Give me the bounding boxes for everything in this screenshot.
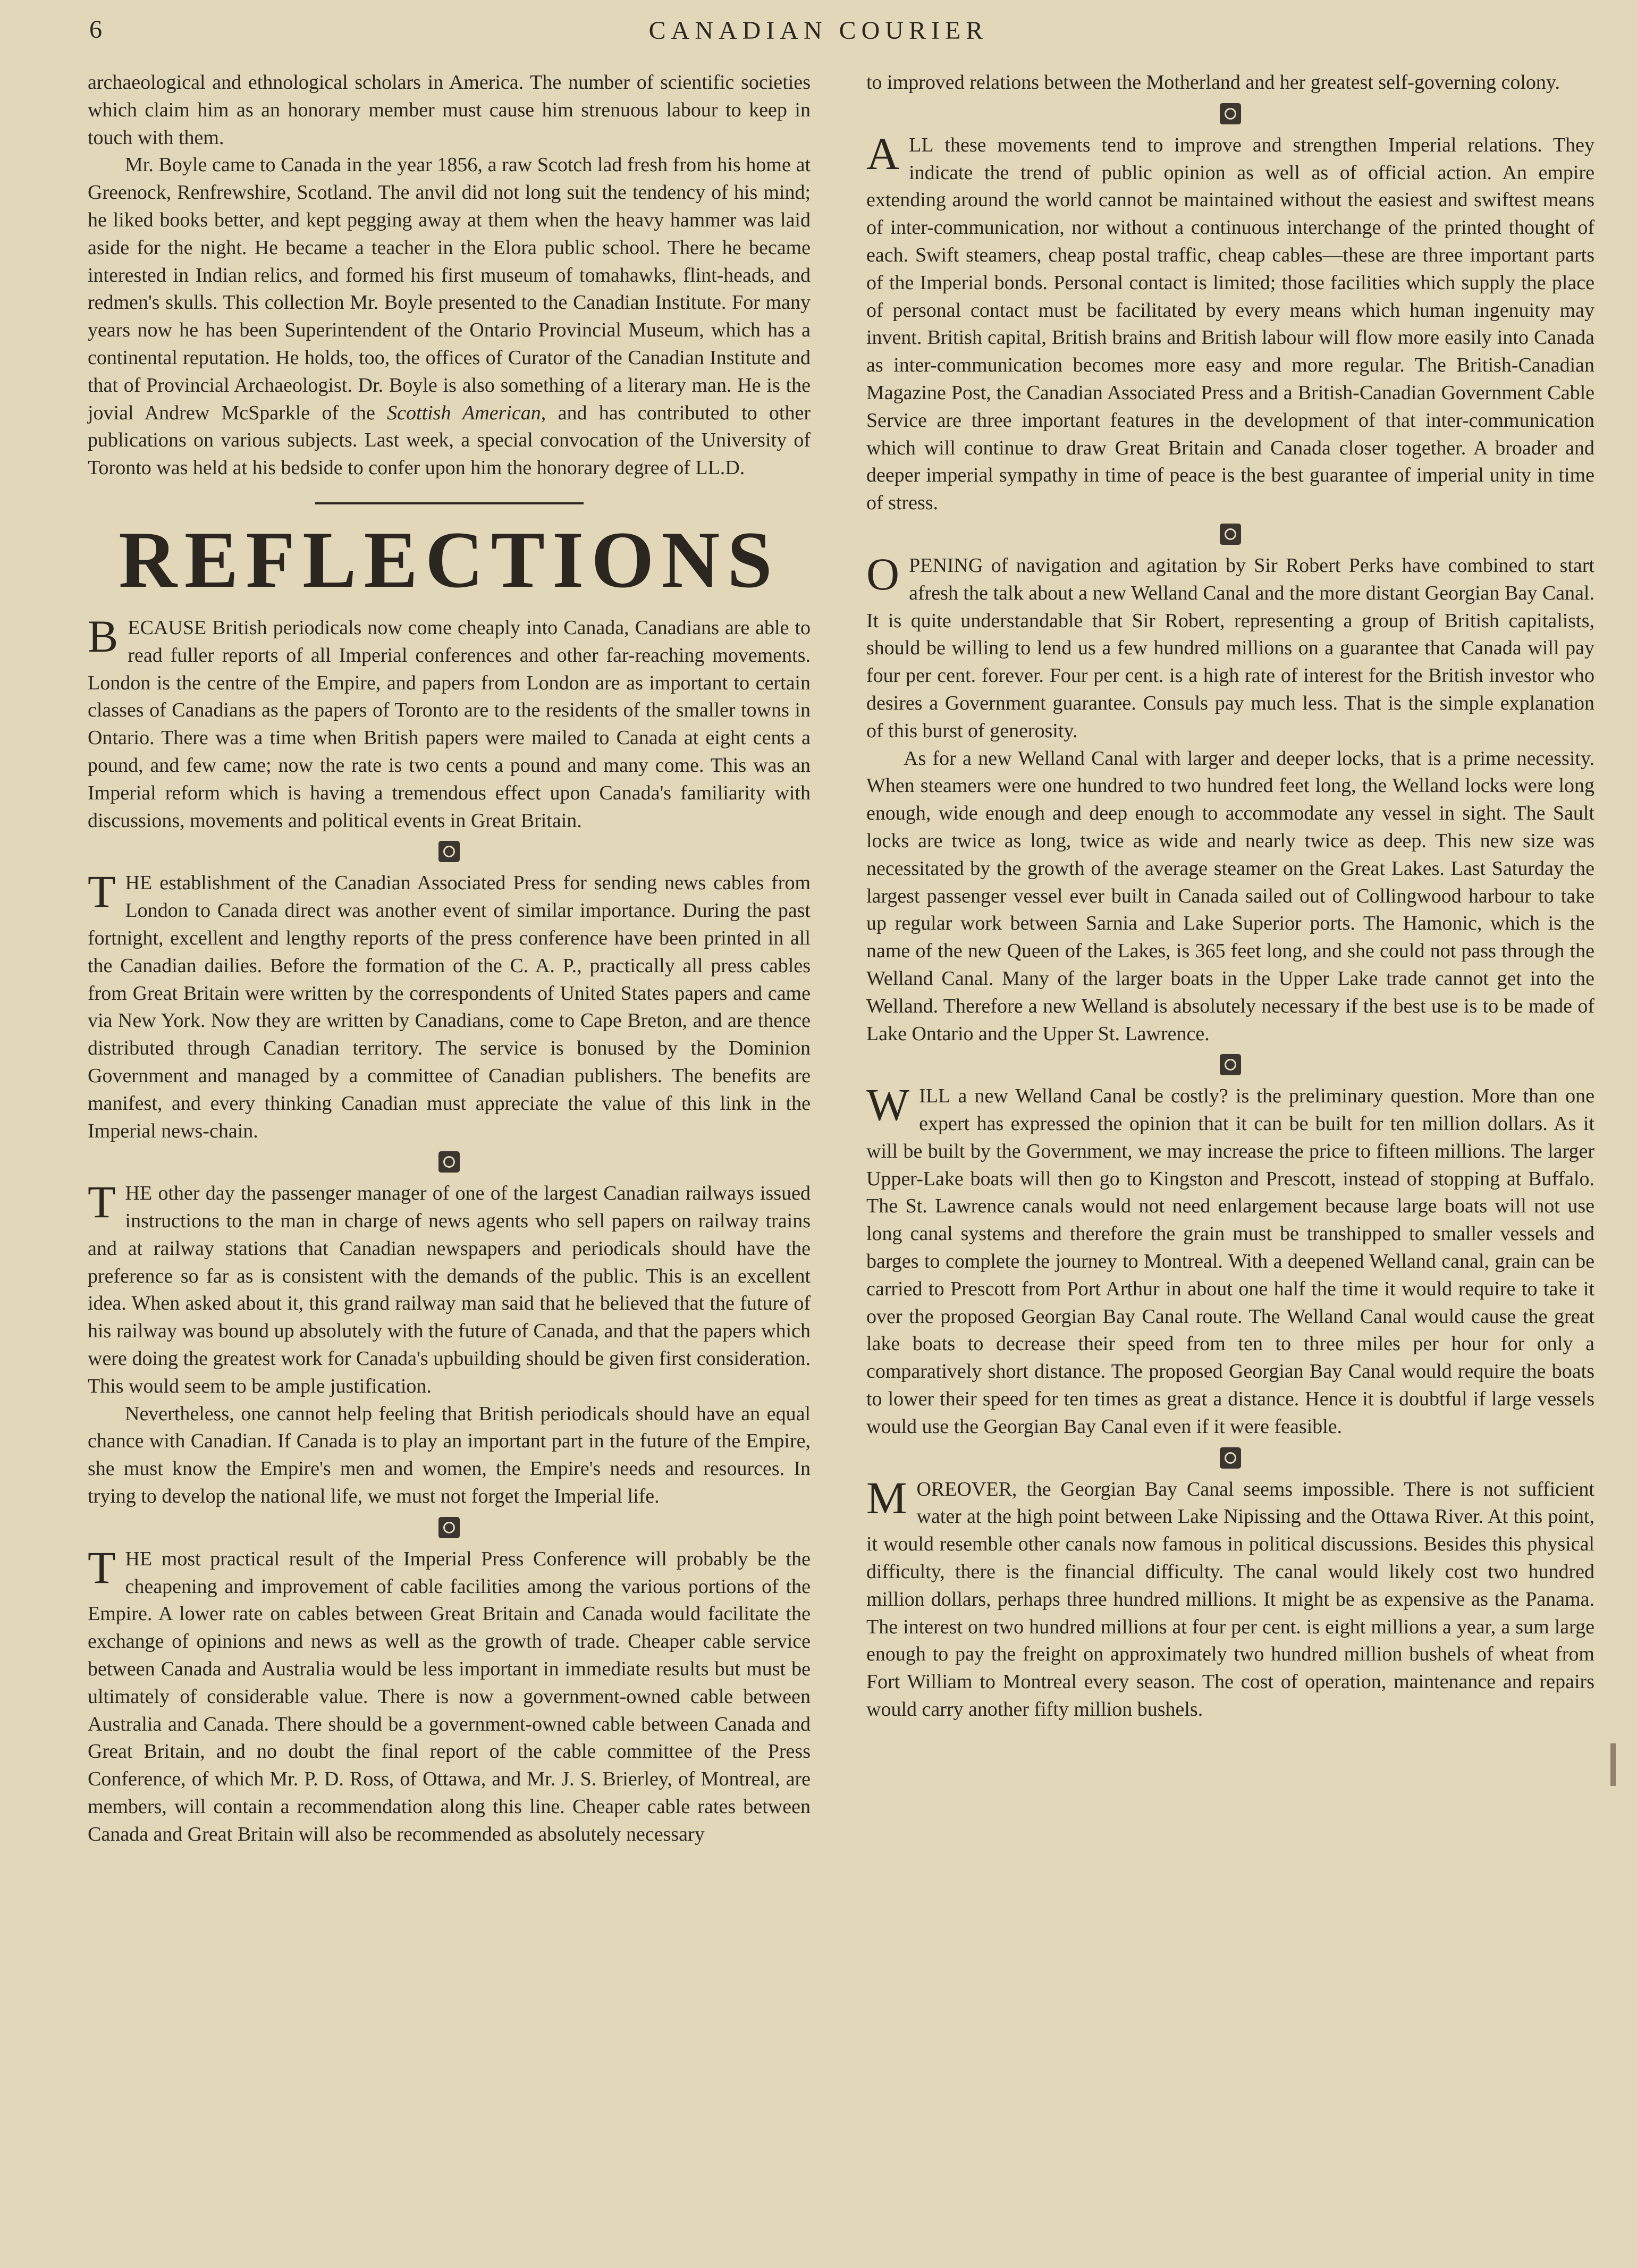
reflection-paragraph-3: THE other day the passenger manager of one of the largest Canadian railways issued instructions to the man in charge of news agents who sell papers on railway trains and at railway stations that Canadian newspapers and periodicals should have the preference so far as is consistent with the demands of the public. This is an excellent idea. When asked about it, this grand railway man said that he believed that the future of his railway was bound up absolutely with the future of Canada, and that the papers which were doing the greatest work for Canada's upbuilding should be given first consideration. This would seem to be ample justification. (88, 1176, 811, 1397)
drop-cap: A (866, 128, 900, 179)
drop-cap: W (866, 1079, 910, 1131)
drop-cap: M (866, 1472, 907, 1523)
page-edge-mark (1610, 1743, 1616, 1786)
ornament-icon (1220, 1447, 1241, 1469)
separator (88, 841, 811, 862)
drop-cap: T (88, 1176, 116, 1228)
drop-cap: B (88, 610, 119, 662)
drop-cap: T (88, 866, 116, 917)
separator (866, 1054, 1594, 1075)
separator (866, 103, 1594, 124)
separator (88, 1151, 811, 1173)
reflection-paragraph-5: ALL these movements tend to improve and strengthen Imperial relations. They indicate the trend of public opinion as well as of official action. An empire extending around the world cannot be maintained without the easiest and swiftest means of inter-communication, nor without a continuous interchange of the printed thought of each. Swift steamers, cheap postal traffic, cheap cables—these are three important parts of the Imperial bonds. Personal contact is limited; those facilities which supply the place of personal contact must be facilitated by every means which human ingenuity may invent. British capital, British brains and British labour will flow more easily into Canada as inter-communication becomes more easy and more regular. The British-Canadian Magazine Post, the Canadian Associated Press and a British-Canadian Government Cable Service are three important features in the development of that inter-communication which will continue to draw Great Britain and Canada closer together. A broader and deeper imperial sympathy in time of peace is the best guarantee of imperial unity in time of stress. (866, 128, 1595, 515)
ornament-icon (438, 1517, 460, 1538)
ornament-icon (438, 1151, 460, 1173)
right-column (866, 69, 1594, 1724)
reflection-paragraph-8: MOREOVER, the Georgian Bay Canal seems impossible. There is not sufficient water at the high point between Lake Nipissing and the Ottawa River. At this point, it would resemble other canals now famous in political discussions. Besides this physical difficulty, there is the financial difficulty. The canal would likely cost two hundred million dollars, perhaps three hundred millions. It might be as expensive as the Panama. The interest on two hundred millions at four per cent. is eight millions a year, a sum large enough to pay the freight on approximately two hundred million bushels of wheat from Fort William to Montreal every season. The cost of operation, maintenance and repairs would carry another fifty million bushels. (866, 1472, 1594, 1721)
ornament-icon (1220, 524, 1241, 545)
intro-paragraph-2: Mr. Boyle came to Canada in the year 1856, a raw Scotch lad fresh from his home at Greenock, Renfrewshire, Scotland. The anvil did not long suit the tendency of his mind; he liked books better, and kept pegging away at them when the heavy hammer was laid aside for the night. He became a teacher in the Elora public school. There he became interested in Indian relics, and formed his first museum of tomahawks, flint-heads, and redmen's skulls. This collection Mr. Boyle presented to the Canadian Institute. For many years now he has been Superintendent of the Ontario Provincial Museum, which has a continental reputation. He holds, too, the offices of Curator of the Canadian Institute and that of Provincial Archaeologist. Dr. Boyle is also something of a literary man. He is the jovial Andrew McSparkle of the Scottish American, and has contributed to other publications on various subjects. Last week, a special convocation of the University of Toronto was held at his bedside to confer upon him the honorary degree of LL.D. (88, 154, 811, 479)
separator (866, 524, 1594, 545)
section-heading: REFLECTIONS (119, 515, 780, 604)
intro-paragraph-1: archaeological and ethnological scholars in America. The number of scientific societies which claim him as an honorary member must cause him strenuous labour to keep in touch with them. (88, 71, 811, 149)
separator (88, 1517, 811, 1538)
reflection-paragraph-1: BECAUSE British periodicals now come cheaply into Canada, Canadians are able to read fuller reports of all Imperial conferences and other far-reaching movements. London is the centre of the Empire, and papers from London are as important to certain classes of Canadians as the papers of Toronto are to the residents of the smaller towns in Ontario. There was a time when British papers were mailed to Canada at eight cents a pound, and few came; now the rate is two cents a pound and many come. This was an Imperial reform which is having a tremendous effect upon Canada's familiarity with discussions, movements and political events in Great Britain. (88, 610, 811, 832)
ornament-icon (1220, 103, 1241, 124)
continued-paragraph: to improved relations between the Motherland and her greatest self-governing colony. (866, 71, 1560, 94)
ornament-icon (1220, 1054, 1241, 1075)
reflection-paragraph-6b: As for a new Welland Canal with larger and deeper locks, that is a prime necessity. When steamers were one hundred to two hundred feet long, the Welland locks were long enough, wide enough and deep enough to accommodate any vessel in sight. The Sault locks are twice as long, twice as wide and nearly twice as deep. This new size was necessitated by the growth of the average steamer on the Great Lakes. Last Saturday the largest passenger vessel ever built in Canada sailed out of Collingwood harbour to take up regular work between Sarnia and Lake Superior ports. The Hamonic, which is the name of the new Queen of the Lakes, is 365 feet long, and she could not pass through the Welland Canal. Many of the larger boats in the Upper Lake trade cannot get into the Welland. Therefore a new Welland is absolutely necessary if the best use is to be made of Lake Ontario and the Upper St. Lawrence. (866, 747, 1594, 1045)
reflection-paragraph-2: THE establishment of the Canadian Associated Press for sending news cables from London to Canada direct was another event of similar importance. During the past fortnight, excellent and lengthy reports of the press conference have been printed in all the Canadian dailies. Before the formation of the C. A. P., practically all press cables from Great Britain were written by the correspondents of United States papers and came via New York. Now they are written by Canadians, come to Cape Breton, and are thence distributed through Canadian territory. The service is bonused by the Dominion Government and managed by a committee of Canadian publishers. The benefits are manifest, and every thinking Canadian must appreciate the value of this link in the Imperial news-chain. (88, 866, 811, 1142)
drop-cap: O (866, 548, 900, 600)
reflection-paragraph-6: OPENING of navigation and agitation by Sir Robert Perks have combined to start afresh the talk about a new Welland Canal and the more distant Georgian Bay Canal. It is quite understandable that Sir Robert, representing a group of British capitalists, should be willing to lend us a few hundred millions on a guarantee that Canada will pay four per cent. forever. Four per cent. is a high rate of interest for the British investor who desires a Government guarantee. Consuls pay much less. That is the simple explanation of this burst of generosity. (866, 548, 1594, 742)
separator (866, 1447, 1594, 1469)
ornament-icon (438, 841, 460, 862)
drop-cap: T (88, 1541, 116, 1593)
reflection-paragraph-4: THE most practical result of the Imperial Press Conference will probably be the cheapening and improvement of cable facilities among the various portions of the Empire. A lower rate on cables between Great Britain and Canada would facilitate the exchange of opinions and news as well as the growth of trade. Cheaper cable service between Canada and Australia would be less important in immediate results but must be ultimately of considerable value. There is now a government-owned cable between Australia and Canada. There should be a government-owned cable between Canada and Great Britain, and no doubt the final report of the cable committee of the Press Conference, of which Mr. P. D. Ross, of Ottawa, and Mr. J. S. Brierley, of Montreal, are members, will contain a recommendation along this line. Cheaper cable rates between Canada and Great Britain will also be recommended as absolutely necessary (88, 1541, 811, 1845)
reflection-paragraph-3b: Nevertheless, one cannot help feeling that British periodicals should have an equal chance with Canadian. If Canada is to play an important part in the future of the Empire, she must know the Empire's men and women, the Empire's needs and resources. In trying to develop the national life, we must not forget the Imperial life. (88, 1402, 811, 1508)
left-column (88, 69, 811, 1849)
running-title: CANADIAN COURIER (648, 16, 989, 45)
reflection-paragraph-7: WILL a new Welland Canal be costly? is the preliminary question. More than one expert has expressed the opinion that it can be built for ten million dollars. As it will be built by the Government, we may increase the price to fifteen millions. The larger Upper-Lake boats will then go to Kingston and Prescott, instead of stopping at Buffalo. The St. Lawrence canals would not need enlargement because large boats will not use long canal systems and therefore the grain must be transhipped to smaller vessels and barges to complete the journey to Montreal. With a deepened Welland canal, grain can be carried to Prescott from Port Arthur in about one half the time it would require to take it over the proposed Georgian Bay Canal route. The Welland Canal would cause the great lake boats to decrease their speed from ten to three miles per hour for only a comparatively short distance. The proposed Georgian Bay Canal would require the boats to lower their speed for ten times as great a distance. Hence it is doubtful if large vessels would use the Georgian Bay Canal even if it were feasible. (866, 1079, 1594, 1438)
page-number: 6 (89, 15, 102, 44)
heading-rule (315, 502, 584, 504)
